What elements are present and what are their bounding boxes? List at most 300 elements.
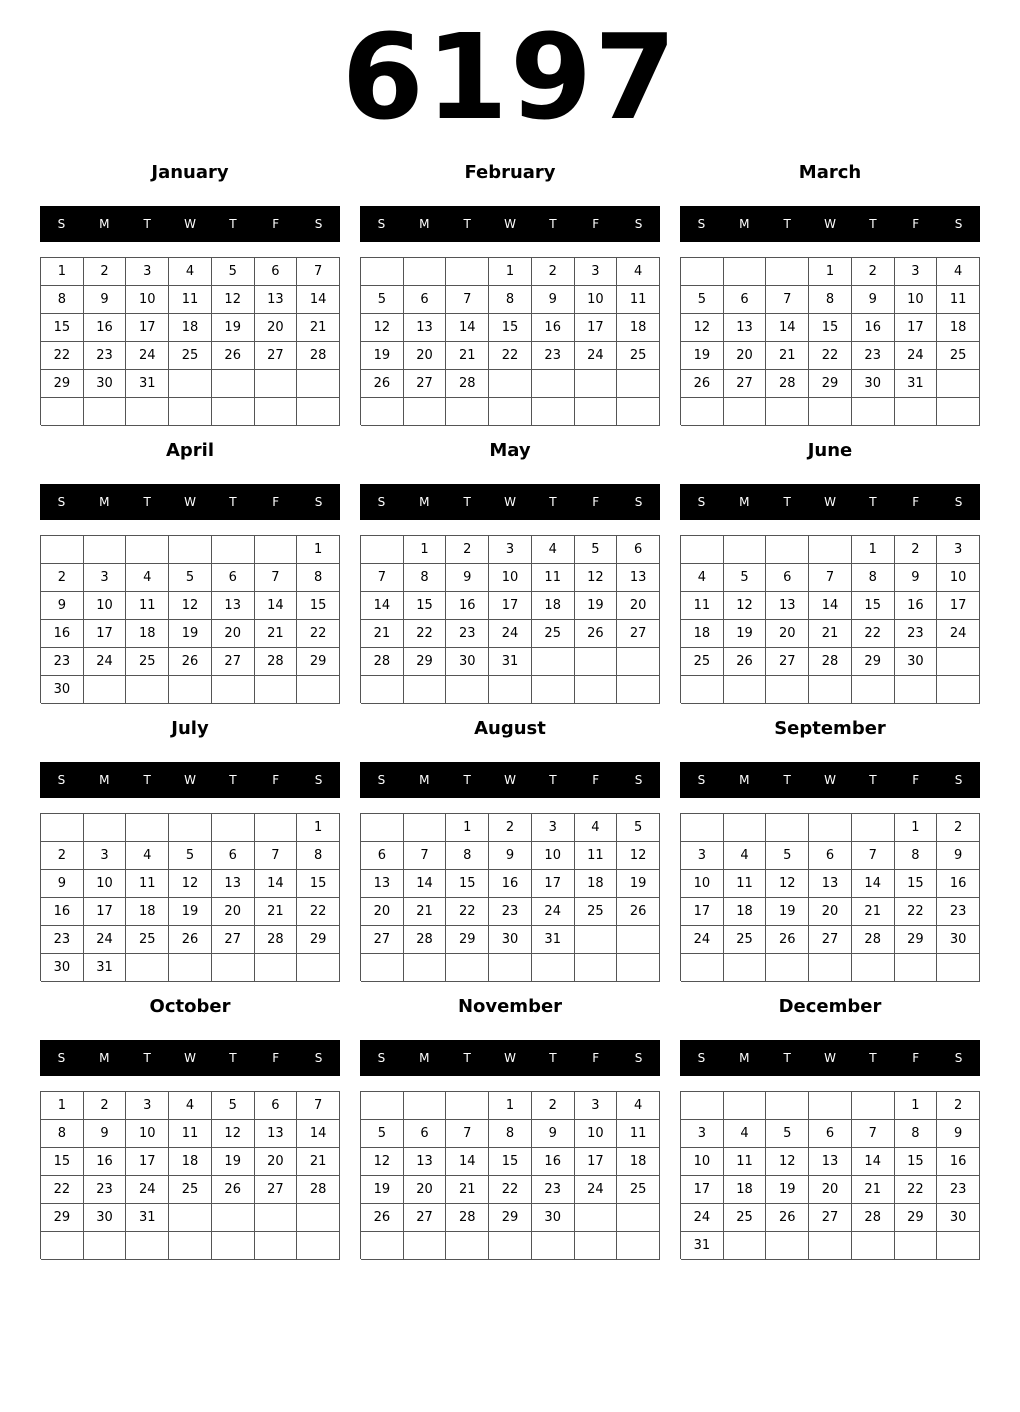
day-cell: 21 [404, 898, 447, 926]
day-cell: 14 [809, 592, 852, 620]
day-cell: 11 [169, 1120, 212, 1148]
day-cell [852, 814, 895, 842]
day-cell [724, 258, 767, 286]
day-cell: 27 [809, 1204, 852, 1232]
day-cell [255, 1232, 298, 1260]
day-cell [404, 1232, 447, 1260]
day-cell: 14 [255, 592, 298, 620]
day-cell: 1 [895, 1092, 938, 1120]
day-cell: 24 [937, 620, 980, 648]
day-cell [575, 954, 618, 982]
day-cell: 10 [575, 1120, 618, 1148]
weekday-header [360, 1040, 660, 1076]
day-cell [724, 536, 767, 564]
day-cell: 21 [255, 898, 298, 926]
day-cell: 30 [84, 1204, 127, 1232]
day-cell: 16 [84, 314, 127, 342]
day-cell [41, 814, 84, 842]
day-cell: 2 [41, 842, 84, 870]
day-cell [617, 926, 660, 954]
day-grid [40, 257, 340, 425]
day-cell: 18 [724, 1176, 767, 1204]
day-cell [446, 398, 489, 426]
weekday-header [680, 206, 980, 242]
day-cell: 24 [681, 926, 724, 954]
day-cell: 7 [297, 1092, 340, 1120]
day-cell: 19 [724, 620, 767, 648]
day-cell: 1 [404, 536, 447, 564]
day-cell [212, 370, 255, 398]
day-grid [680, 813, 980, 981]
day-cell: 31 [532, 926, 575, 954]
day-cell: 17 [126, 1148, 169, 1176]
weekday-label: T [783, 217, 791, 231]
day-grid [360, 813, 660, 981]
day-cell [809, 536, 852, 564]
day-cell: 6 [809, 842, 852, 870]
day-cell: 14 [404, 870, 447, 898]
weekday-label: W [184, 495, 196, 509]
day-cell: 7 [446, 286, 489, 314]
weekday-label: M [739, 217, 750, 231]
day-cell: 14 [297, 1120, 340, 1148]
day-cell: 12 [766, 1148, 809, 1176]
day-cell: 8 [852, 564, 895, 592]
day-cell: 15 [852, 592, 895, 620]
weekday-label: W [824, 773, 836, 787]
day-cell: 28 [852, 926, 895, 954]
day-cell [404, 258, 447, 286]
day-cell [809, 676, 852, 704]
day-cell [532, 676, 575, 704]
day-cell: 4 [169, 1092, 212, 1120]
day-grid [40, 1091, 340, 1259]
day-cell [532, 370, 575, 398]
day-cell: 28 [446, 1204, 489, 1232]
day-cell [212, 398, 255, 426]
weekday-label: S [697, 773, 706, 787]
day-cell: 3 [681, 1120, 724, 1148]
day-cell: 7 [852, 1120, 895, 1148]
day-cell [361, 398, 404, 426]
weekday-label: M [99, 773, 110, 787]
day-cell [126, 398, 169, 426]
day-cell: 17 [681, 898, 724, 926]
day-cell [766, 1232, 809, 1260]
day-cell [617, 398, 660, 426]
day-cell: 29 [895, 926, 938, 954]
day-cell: 2 [852, 258, 895, 286]
weekday-label: F [912, 495, 920, 509]
day-cell: 31 [489, 648, 532, 676]
weekday-label: W [504, 217, 516, 231]
day-cell: 27 [361, 926, 404, 954]
day-cell [41, 398, 84, 426]
day-cell: 26 [169, 648, 212, 676]
weekday-label: S [697, 495, 706, 509]
day-cell: 19 [169, 898, 212, 926]
day-cell [297, 676, 340, 704]
day-cell: 25 [126, 648, 169, 676]
day-cell: 28 [297, 1176, 340, 1204]
day-cell: 7 [809, 564, 852, 592]
day-cell: 16 [937, 870, 980, 898]
day-cell [361, 954, 404, 982]
day-cell: 22 [489, 342, 532, 370]
day-cell: 1 [446, 814, 489, 842]
day-cell: 6 [255, 1092, 298, 1120]
day-cell: 21 [446, 342, 489, 370]
day-cell: 9 [84, 286, 127, 314]
day-cell: 12 [575, 564, 618, 592]
weekday-label: T [783, 1051, 791, 1065]
day-cell: 24 [126, 1176, 169, 1204]
day-cell: 5 [361, 1120, 404, 1148]
day-cell [297, 1204, 340, 1232]
day-cell: 22 [297, 620, 340, 648]
day-cell: 7 [361, 564, 404, 592]
day-cell: 18 [126, 620, 169, 648]
day-grid [360, 535, 660, 703]
day-cell: 26 [575, 620, 618, 648]
day-cell: 28 [361, 648, 404, 676]
day-cell: 4 [724, 842, 767, 870]
day-cell: 22 [895, 898, 938, 926]
day-cell [255, 954, 298, 982]
day-cell: 2 [895, 536, 938, 564]
day-cell: 21 [766, 342, 809, 370]
day-cell: 16 [41, 898, 84, 926]
weekday-label: T [143, 1051, 151, 1065]
day-cell: 29 [297, 648, 340, 676]
day-cell: 5 [766, 1120, 809, 1148]
day-cell: 20 [212, 898, 255, 926]
day-cell: 18 [169, 314, 212, 342]
day-cell [575, 648, 618, 676]
day-cell [41, 1232, 84, 1260]
day-cell: 12 [212, 286, 255, 314]
day-cell: 3 [84, 564, 127, 592]
day-cell: 10 [895, 286, 938, 314]
day-cell: 23 [852, 342, 895, 370]
day-cell [895, 398, 938, 426]
day-cell: 1 [297, 536, 340, 564]
day-cell: 23 [532, 342, 575, 370]
day-cell: 13 [212, 870, 255, 898]
day-cell: 5 [169, 564, 212, 592]
day-cell: 4 [126, 564, 169, 592]
weekday-header [40, 1040, 340, 1076]
day-cell: 23 [489, 898, 532, 926]
day-cell: 27 [212, 648, 255, 676]
weekday-label: F [592, 773, 600, 787]
day-cell: 9 [532, 286, 575, 314]
day-cell [575, 676, 618, 704]
day-cell: 16 [446, 592, 489, 620]
day-cell [255, 676, 298, 704]
month-name: September [774, 718, 886, 739]
day-cell: 14 [255, 870, 298, 898]
day-cell: 13 [809, 1148, 852, 1176]
weekday-label: S [954, 1051, 963, 1065]
day-cell: 16 [937, 1148, 980, 1176]
day-cell: 18 [937, 314, 980, 342]
day-cell [361, 1232, 404, 1260]
day-cell [446, 954, 489, 982]
day-cell: 2 [532, 258, 575, 286]
day-cell: 4 [617, 1092, 660, 1120]
day-cell: 12 [212, 1120, 255, 1148]
day-cell [681, 954, 724, 982]
day-cell: 15 [41, 314, 84, 342]
day-cell [489, 954, 532, 982]
weekday-label: W [504, 1051, 516, 1065]
day-cell [212, 1204, 255, 1232]
day-cell: 26 [766, 1204, 809, 1232]
day-cell [724, 1092, 767, 1120]
day-cell: 6 [404, 286, 447, 314]
day-cell: 8 [809, 286, 852, 314]
day-cell: 16 [532, 314, 575, 342]
weekday-label: M [99, 1051, 110, 1065]
day-cell [84, 536, 127, 564]
day-cell: 18 [126, 898, 169, 926]
day-cell: 6 [212, 564, 255, 592]
day-cell: 17 [532, 870, 575, 898]
day-cell: 22 [852, 620, 895, 648]
day-cell [617, 648, 660, 676]
day-cell: 11 [617, 286, 660, 314]
day-cell [575, 370, 618, 398]
weekday-label: T [549, 495, 557, 509]
day-cell: 29 [297, 926, 340, 954]
weekday-label: T [463, 773, 471, 787]
day-cell: 6 [766, 564, 809, 592]
day-cell: 18 [617, 1148, 660, 1176]
day-cell: 21 [255, 620, 298, 648]
day-cell [84, 814, 127, 842]
month-name: July [171, 718, 209, 739]
day-cell: 12 [169, 592, 212, 620]
weekday-header [360, 762, 660, 798]
day-cell: 13 [255, 1120, 298, 1148]
weekday-label: W [504, 495, 516, 509]
day-cell: 19 [361, 1176, 404, 1204]
day-cell [169, 676, 212, 704]
day-cell: 23 [41, 926, 84, 954]
day-cell: 15 [446, 870, 489, 898]
day-cell: 20 [617, 592, 660, 620]
day-cell [532, 648, 575, 676]
day-cell: 25 [169, 1176, 212, 1204]
day-cell [255, 536, 298, 564]
day-cell: 25 [126, 926, 169, 954]
day-cell: 27 [766, 648, 809, 676]
day-cell [532, 1232, 575, 1260]
weekday-label: T [143, 773, 151, 787]
day-cell: 4 [937, 258, 980, 286]
day-cell [255, 814, 298, 842]
day-cell [212, 954, 255, 982]
day-cell: 29 [809, 370, 852, 398]
day-cell: 11 [724, 1148, 767, 1176]
day-cell: 3 [126, 1092, 169, 1120]
day-cell: 5 [212, 258, 255, 286]
day-cell: 17 [575, 314, 618, 342]
year-title: 6197 [341, 8, 679, 146]
weekday-label: W [184, 773, 196, 787]
day-cell: 24 [575, 1176, 618, 1204]
day-cell [681, 536, 724, 564]
day-cell [169, 1232, 212, 1260]
day-cell: 26 [766, 926, 809, 954]
weekday-label: T [229, 773, 237, 787]
day-cell: 19 [766, 1176, 809, 1204]
day-cell: 22 [489, 1176, 532, 1204]
day-cell: 25 [169, 342, 212, 370]
day-cell: 28 [766, 370, 809, 398]
weekday-label: S [954, 773, 963, 787]
day-cell: 20 [255, 1148, 298, 1176]
weekday-label: T [229, 495, 237, 509]
day-cell: 7 [404, 842, 447, 870]
day-cell [126, 536, 169, 564]
day-cell: 22 [41, 342, 84, 370]
day-cell: 6 [724, 286, 767, 314]
day-cell [169, 1204, 212, 1232]
weekday-label: S [697, 217, 706, 231]
day-cell: 16 [895, 592, 938, 620]
weekday-label: S [314, 217, 323, 231]
day-cell: 23 [937, 1176, 980, 1204]
weekday-label: T [549, 1051, 557, 1065]
day-grid [680, 257, 980, 425]
day-cell: 21 [297, 1148, 340, 1176]
weekday-label: S [314, 773, 323, 787]
day-cell [575, 926, 618, 954]
day-cell: 20 [404, 342, 447, 370]
month-name: January [151, 162, 229, 183]
day-cell [169, 814, 212, 842]
day-cell: 3 [126, 258, 169, 286]
day-cell: 1 [489, 258, 532, 286]
day-cell [361, 536, 404, 564]
day-cell [212, 1232, 255, 1260]
weekday-label: W [824, 1051, 836, 1065]
day-cell [681, 1092, 724, 1120]
day-cell: 8 [489, 1120, 532, 1148]
day-cell: 24 [895, 342, 938, 370]
day-cell: 2 [41, 564, 84, 592]
weekday-label: T [869, 773, 877, 787]
day-cell [84, 1232, 127, 1260]
day-cell [937, 648, 980, 676]
day-cell: 4 [575, 814, 618, 842]
day-cell: 12 [617, 842, 660, 870]
day-cell: 17 [84, 620, 127, 648]
day-grid [680, 1091, 980, 1259]
day-cell [766, 1092, 809, 1120]
day-cell [404, 1092, 447, 1120]
day-cell [681, 258, 724, 286]
weekday-label: M [419, 1051, 430, 1065]
day-cell: 23 [532, 1176, 575, 1204]
day-cell: 29 [41, 1204, 84, 1232]
weekday-label: F [592, 217, 600, 231]
day-cell: 29 [446, 926, 489, 954]
day-cell: 18 [681, 620, 724, 648]
day-cell: 17 [937, 592, 980, 620]
day-cell [724, 1232, 767, 1260]
day-cell [852, 1092, 895, 1120]
day-cell: 1 [297, 814, 340, 842]
day-cell: 10 [84, 870, 127, 898]
day-cell: 20 [809, 898, 852, 926]
day-cell: 14 [766, 314, 809, 342]
day-cell: 14 [446, 314, 489, 342]
day-cell: 1 [809, 258, 852, 286]
day-cell: 8 [41, 286, 84, 314]
day-cell: 13 [809, 870, 852, 898]
day-cell: 3 [489, 536, 532, 564]
weekday-header [40, 762, 340, 798]
day-cell: 3 [575, 258, 618, 286]
day-cell: 10 [681, 870, 724, 898]
day-cell: 27 [212, 926, 255, 954]
weekday-label: M [739, 495, 750, 509]
weekday-label: W [504, 773, 516, 787]
day-cell [852, 398, 895, 426]
day-cell [361, 676, 404, 704]
day-cell [126, 954, 169, 982]
day-cell [489, 370, 532, 398]
day-cell: 3 [532, 814, 575, 842]
day-cell: 17 [489, 592, 532, 620]
weekday-label: S [314, 495, 323, 509]
day-cell: 11 [724, 870, 767, 898]
day-cell [489, 1232, 532, 1260]
day-cell: 31 [126, 1204, 169, 1232]
month-name: June [807, 440, 853, 461]
weekday-label: W [824, 217, 836, 231]
day-cell: 27 [255, 342, 298, 370]
day-cell: 14 [446, 1148, 489, 1176]
weekday-label: S [634, 773, 643, 787]
day-cell [212, 536, 255, 564]
day-cell: 18 [532, 592, 575, 620]
day-cell: 15 [809, 314, 852, 342]
day-cell: 12 [361, 1148, 404, 1176]
day-cell: 5 [212, 1092, 255, 1120]
day-cell: 23 [84, 342, 127, 370]
day-cell [255, 370, 298, 398]
month-name: November [457, 996, 563, 1017]
day-cell: 8 [297, 842, 340, 870]
day-cell: 30 [532, 1204, 575, 1232]
day-cell: 5 [617, 814, 660, 842]
day-cell [937, 398, 980, 426]
day-cell [766, 398, 809, 426]
day-cell: 26 [617, 898, 660, 926]
weekday-header [360, 206, 660, 242]
day-cell: 12 [169, 870, 212, 898]
weekday-header [40, 206, 340, 242]
day-cell: 13 [212, 592, 255, 620]
day-cell: 28 [297, 342, 340, 370]
day-cell: 9 [937, 1120, 980, 1148]
day-cell: 9 [446, 564, 489, 592]
day-cell: 30 [489, 926, 532, 954]
